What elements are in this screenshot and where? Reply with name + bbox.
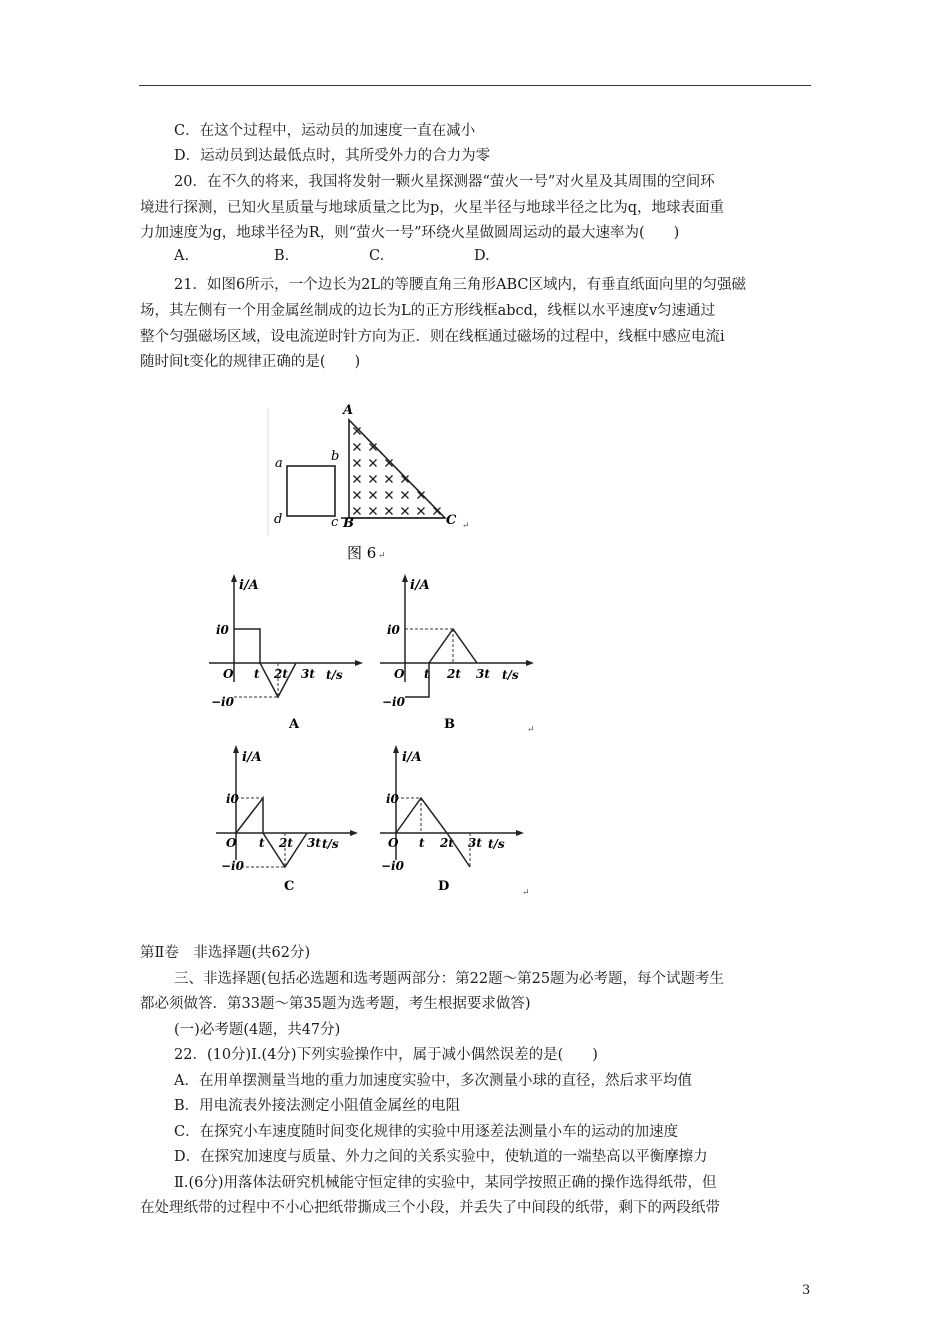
svg-text:O: O [388,836,399,850]
label-d: d [274,512,283,527]
option-c: C．在这个过程中，运动员的加速度一直在减小 [174,123,476,139]
part-2-title: 第Ⅱ卷 非选择题(共62分) [140,945,311,961]
q21-line-4: 随时间t变化的规律正确的是( ) [140,354,361,370]
q20-option-a: A. [174,248,190,264]
svg-text:i0: i0 [226,792,239,806]
q21-line-3: 整个匀强磁场区域，设电流逆时针方向为正．则在线框通过磁场的过程中，线框中感应电流i [140,329,725,345]
label-b: b [331,449,340,464]
svg-text:t: t [254,667,260,681]
svg-text:t/s: t/s [326,668,343,682]
section-3-line-1: 三、非选择题(包括必选题和选考题两部分：第22题～第25题为必考题，每个试题考生 [174,971,725,987]
required-heading: (一)必考题(4题，共47分) [174,1022,341,1038]
svg-text:t: t [259,836,265,850]
svg-text:t/s: t/s [488,837,505,851]
svg-text:↵: ↵ [378,551,386,561]
svg-text:C: C [284,879,295,894]
svg-text:2t: 2t [279,836,293,850]
header-rule [139,85,811,86]
svg-text:↵: ↵ [527,725,535,735]
label-C: C [446,513,457,528]
section-3-line-2: 都必须做答．第33题～第35题为选考题，考生根据要求做答) [140,996,531,1012]
graph-D [372,745,542,905]
svg-text:2t: 2t [440,836,454,850]
q20-option-c: C. [369,248,385,264]
q22-stem: 22．(10分)Ⅰ.(4分)下列实验操作中，属于减小偶然误差的是( ) [174,1047,598,1063]
svg-text:−i0: −i0 [211,695,234,709]
q20-option-d: D. [474,248,490,264]
svg-text:i0: i0 [216,623,229,637]
q22-option-a: A．在用单摆测量当地的重力加速度实验中，多次测量小球的直径，然后求平均值 [174,1073,692,1089]
graph-C [204,745,369,905]
svg-text:−i0: −i0 [221,859,244,873]
label-B: B [343,516,354,531]
q21-line-2: 场，其左侧有一个用金属丝制成的边长为L的正方形线框abcd，线框以水平速度v匀速通过 [140,303,716,319]
graph-A [201,572,366,737]
svg-text:O: O [394,667,405,681]
svg-text:t/s: t/s [502,668,519,682]
q22-ii-line-1: Ⅱ.(6分)用落体法研究机械能守恒定律的实验中，某同学按照正确的操作选得纸带，但 [174,1175,717,1191]
q22-option-c: C．在探究小车速度随时间变化规律的实验中用逐差法测量小车的运动的加速度 [174,1124,679,1140]
svg-text:O: O [223,667,234,681]
svg-text:t: t [419,836,425,850]
label-A: A [343,403,354,418]
q22-option-b: B．用电流表外接法测定小阻值金属丝的电阻 [174,1098,461,1114]
svg-text:−i0: −i0 [381,859,404,873]
svg-text:i/A: i/A [410,578,430,593]
svg-text:3t: 3t [301,667,315,681]
svg-text:t/s: t/s [322,837,339,851]
label-a: a [275,456,283,471]
svg-text:3t: 3t [468,836,482,850]
figure-6 [265,400,485,570]
svg-text:2t: 2t [447,667,461,681]
svg-text:3t: 3t [307,836,321,850]
option-d: D．运动员到达最低点时，其所受外力的合力为零 [174,148,491,164]
page-number: 3 [802,1283,811,1298]
svg-text:B: B [444,717,455,732]
svg-text:i/A: i/A [239,578,259,593]
svg-text:A: A [289,717,300,732]
svg-text:D: D [438,879,450,894]
svg-text:i/A: i/A [402,750,422,765]
q20-line-3: 力加速度为g，地球半径为R，则“萤火一号”环绕火星做圆周运动的最大速率为( ) [140,225,680,241]
figure-caption: 图 6 [347,544,377,562]
svg-text:2t: 2t [274,667,288,681]
svg-text:↵: ↵ [522,888,530,898]
svg-text:O: O [226,836,237,850]
svg-text:↵: ↵ [462,521,470,531]
square-coil [287,466,335,516]
svg-text:3t: 3t [476,667,490,681]
q22-option-d: D．在探究加速度与质量、外力之间的关系实验中，使轨道的一端垫高以平衡摩擦力 [174,1149,708,1165]
triangle-abc [349,420,445,518]
svg-text:i0: i0 [387,623,400,637]
svg-text:i/A: i/A [242,750,262,765]
svg-text:t: t [424,667,430,681]
q22-ii-line-2: 在处理纸带的过程中不小心把纸带撕成三个小段，并丢失了中间段的纸带，剩下的两段纸带 [140,1200,720,1216]
q20-line-1: 20．在不久的将来，我国将发射一颗火星探测器“萤火一号”对火星及其周围的空间环 [174,174,715,190]
q20-option-b: B. [274,248,290,264]
svg-text:−i0: −i0 [382,695,405,709]
svg-text:i0: i0 [386,792,399,806]
q21-line-1: 21．如图6所示，一个边长为2L的等腰直角三角形ABC区域内，有垂直纸面向里的匀强磁 [174,277,747,293]
magnetic-field-crosses [354,428,441,515]
q20-line-2: 境进行探测，已知火星质量与地球质量之比为p，火星半径与地球半径之比为q，地球表面重 [140,200,725,216]
label-c: c [331,515,339,530]
graph-B [372,572,542,737]
